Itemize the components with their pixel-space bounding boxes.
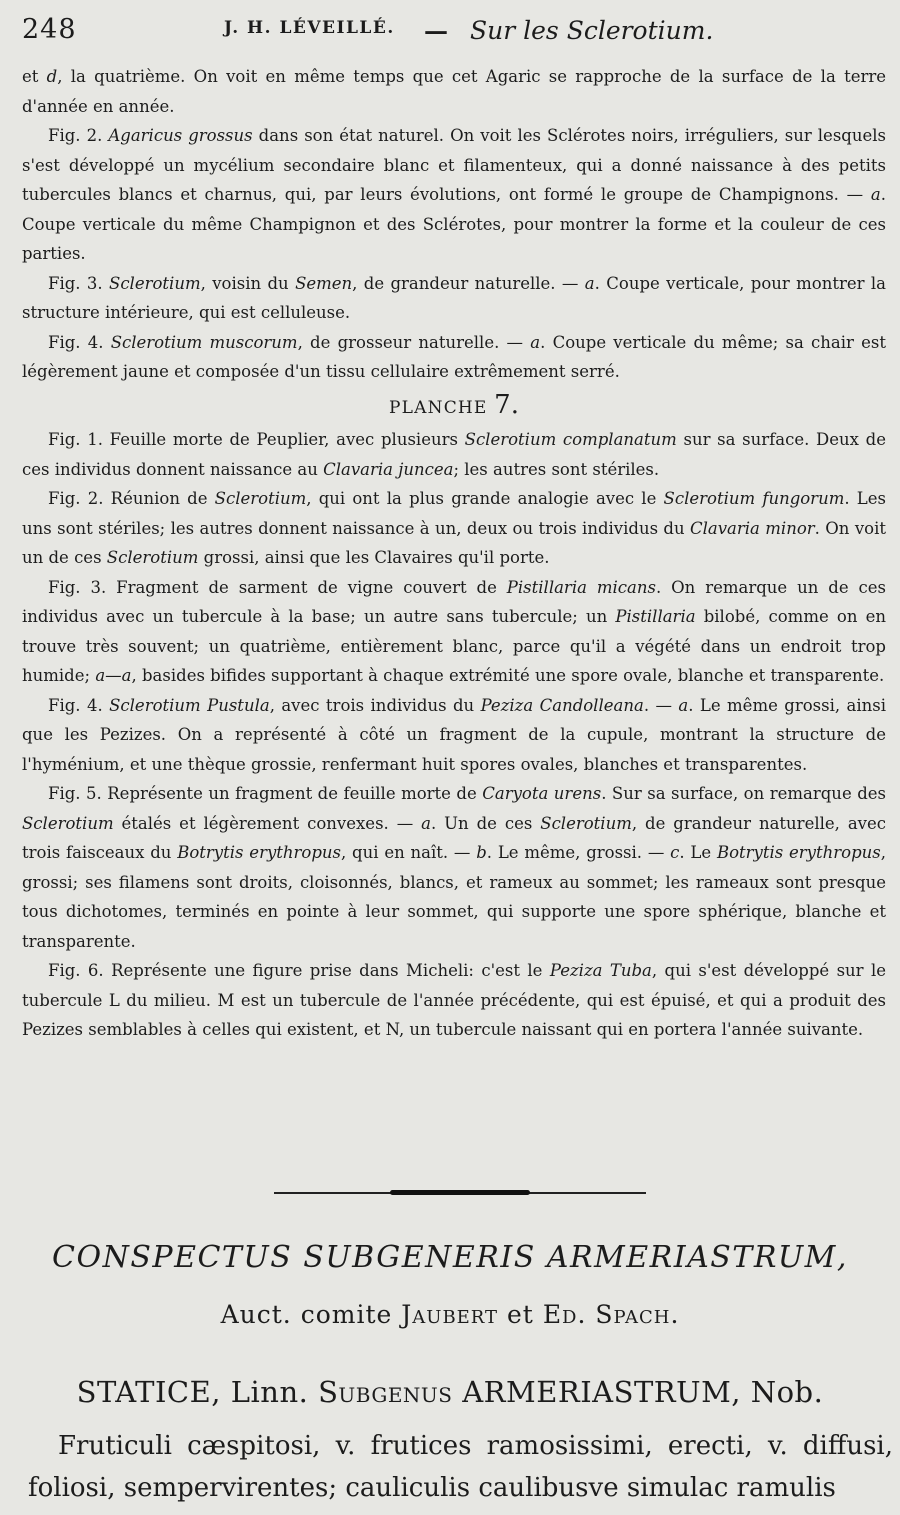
header-title: Sur les Sclerotium.: [470, 16, 714, 45]
header-author: J. H. LÉVEILLÉ.: [224, 18, 395, 38]
paragraph-plate7-fig-2: Fig. 2. Réunion de Sclerotium, qui ont la plus grande analogie avec le Sclerotium fungorum. Les uns sont stériles; les autres donnent naissance à un, deux ou trois individus du Clavaria minor. On voit un de ces Sclerotium grossi, ainsi que les Clavaires qu'il porte.: [22, 489, 886, 567]
paragraph-plate7-fig-5: Fig. 5. Représente un fragment de feuille morte de Caryota urens. Sur sa surface, on remarque des Sclerotium étalés et légèrement convexes. — a. Un de ces Sclerotium, de grandeur naturelle, avec trois faisceaux du Botrytis erythropus, qui en naît. — b. Le même, grossi. — c. Le Botrytis erythropus, grossi; ses filamens sont droits, cloisonnés, blancs, et rameux au sommet; les rameaux sont presque tous dichotomes, terminés en pointe à leur sommet, qui supporte une spore sphérique, blanche et transparente.: [22, 784, 886, 951]
paragraph-intro: et d, la quatrième. On voit en même temps que cet Agaric se rapproche de la surface de la terre d'année en année.: [22, 67, 886, 116]
paragraph-fig-2: Fig. 2. Agaricus grossus dans son état naturel. On voit les Sclérotes noirs, irréguliers, sur lesquels s'est développé un mycélium secondaire blanc et filamenteux, qui a donné naissance à des petits tubercules blancs et charnus, qui, par leurs évolutions, ont formé le groupe de Champignons. — a. Coupe verticale du même Champignon et des Sclérotes, pour montrer la forme et la couleur de ces parties.: [22, 126, 886, 263]
paragraph-plate7-fig-4: Fig. 4. Sclerotium Pustula, avec trois individus du Peziza Candolleana. — a. Le même grossi, ainsi que les Pezizes. On a représenté à côté un fragment de la cupule, montrant la structure de l'hyménium, et une thèque grossie, renfermant huit spores ovales, blanches et transparentes.: [22, 695, 887, 774]
paragraph-plate7-fig-3: Fig. 3. Fragment de sarment de vigne couvert de Pistillaria micans. On remarque un de ces individus avec un tubercule à la base; un autre sans tubercule; un Pistillaria bilobé, comme on en trouve très souvent; un quatrième, entièrement blanc, parce qu'il a végété dans un endroit trop humide; a—a, basides bifides supportant à chaque extrémité une spore ovale, blanche et transparente.: [22, 577, 886, 685]
plate-heading: PLANCHE 7.: [389, 389, 519, 420]
section-divider-ornament: [390, 1190, 530, 1195]
body-text: [22, 62, 886, 1045]
section-title: CONSPECTUS SUBGENERIS ARMERIASTRUM,: [52, 1240, 848, 1275]
paragraph-fig-3: Fig. 3. Sclerotium, voisin du Semen, de grandeur naturelle. — a. Coupe verticale, pour montrer la structure intérieure, qui est celluleuse.: [22, 273, 886, 322]
header-dash: —: [424, 16, 448, 45]
latin-description: Fruticuli cæspitosi, v. frutices ramosissimi, erecti, v. diffusi, foliosi, sempervirentes; cauliculis caulibusve simulac ramulis: [28, 1431, 893, 1503]
running-header: [22, 14, 880, 48]
page-number: 248: [22, 14, 77, 45]
paragraph-plate7-fig-1: Fig. 1. Feuille morte de Peuplier, avec plusieurs Sclerotium complanatum sur sa surface. Deux de ces individus donnent naissance au Clavaria juncea; les autres sont stériles.: [22, 430, 886, 479]
paragraph-fig-4: Fig. 4. Sclerotium muscorum, de grosseur naturelle. — a. Coupe verticale du même; sa chair est légèrement jaune et composée d'un tissu cellulaire extrêmement serré.: [22, 332, 886, 381]
paragraph-plate7-fig-6: Fig. 6. Représente une figure prise dans Micheli: c'est le Peziza Tuba, qui s'est développé sur le tubercule L du milieu. M est un tubercule de l'année précédente, qui est épuisé, et qui a produit des Pezizes semblables à celles qui existent, et N, un tubercule naissant qui en portera l'année suivante.: [22, 961, 887, 1039]
authors-line: Auct. comite Jaubert et Ed. Spach.: [220, 1300, 680, 1329]
genus-heading: STATICE, Linn. Subgenus ARMERIASTRUM, Nob.: [76, 1375, 824, 1409]
